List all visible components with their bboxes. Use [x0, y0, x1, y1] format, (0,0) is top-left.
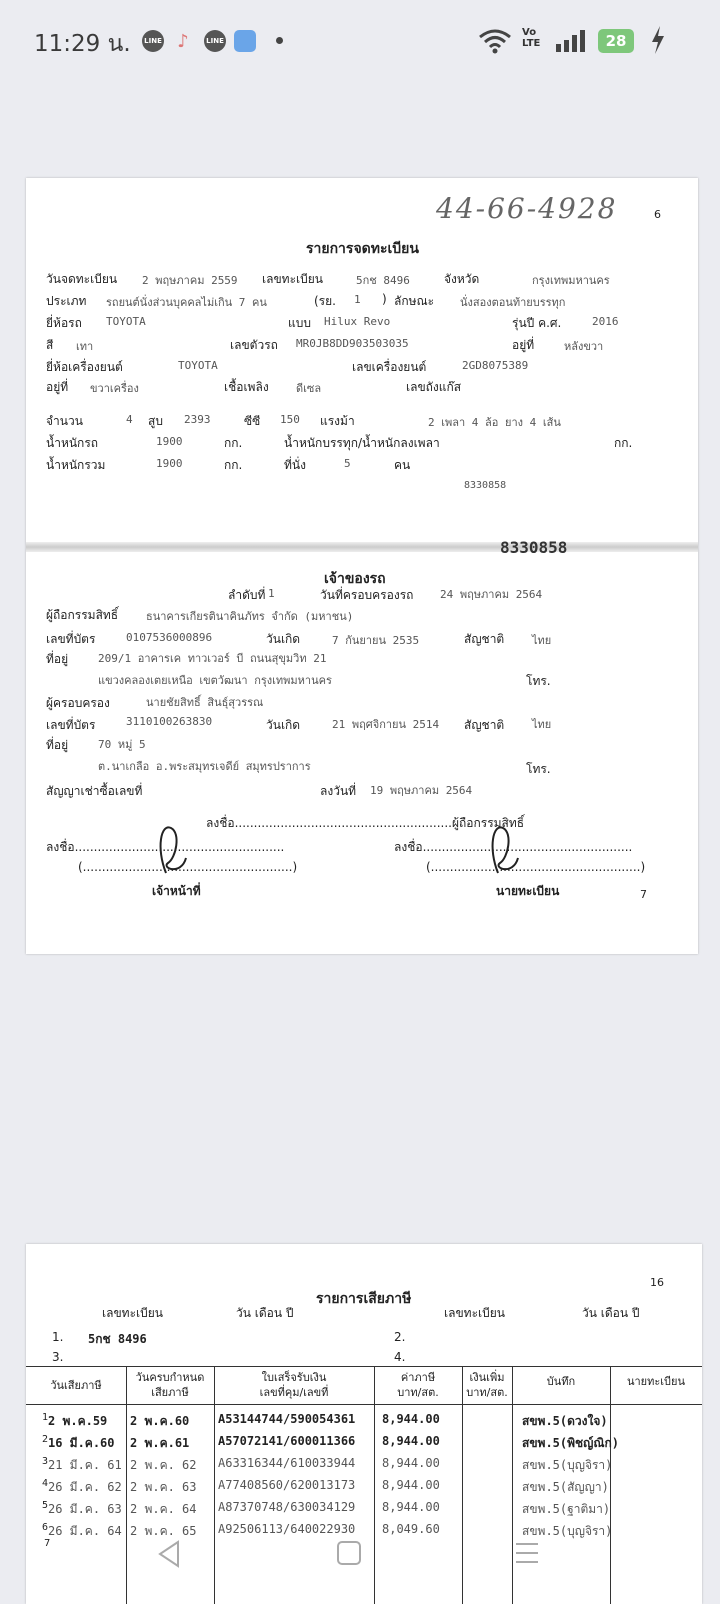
- tax-cell-idx: 5: [42, 1500, 49, 1511]
- tax-cell-due: 2 พ.ค.60: [130, 1414, 190, 1428]
- tax-cell-note: สขพ.5(ฐาติมา): [522, 1502, 611, 1516]
- tax-cell-receipt: A87370748/630034129: [218, 1500, 356, 1514]
- battery-icon: 28: [598, 29, 634, 53]
- tax-cell-paid: 2 พ.ค.59: [48, 1414, 108, 1428]
- handwritten-number: 44-66-4928: [436, 192, 618, 225]
- tax-cell-due: 2 พ.ค.61: [130, 1436, 190, 1450]
- tax-cell-receipt: A53144744/590054361: [218, 1412, 356, 1426]
- tax-cell-paid: 26 มี.ค. 63: [48, 1502, 122, 1516]
- tax-cell-tax: 8,944.00: [382, 1500, 440, 1514]
- volte-icon: Vo LTE: [522, 27, 541, 49]
- tax-cell-idx: 2: [42, 1434, 49, 1445]
- stamp-number: 8330858: [500, 538, 568, 557]
- tax-cell-tax: 8,049.60: [382, 1522, 440, 1536]
- page-fold: [26, 542, 698, 552]
- tax-cell-paid: 26 มี.ค. 64: [48, 1524, 122, 1538]
- line-icon: LINE: [204, 30, 226, 52]
- tax-cell-due: 2 พ.ค. 64: [130, 1502, 197, 1516]
- signal-icon: [556, 30, 590, 52]
- tax-cell-due: 2 พ.ค. 62: [130, 1458, 197, 1472]
- tax-cell-note: สขพ.5(บุญจิรา): [522, 1524, 613, 1538]
- tax-cell-note: สขพ.5(สัญญา): [522, 1480, 609, 1494]
- clock: 11:29 น.: [34, 31, 131, 57]
- tax-cell-receipt: A63316344/610033944: [218, 1456, 356, 1470]
- tax-cell-idx: 1: [42, 1412, 49, 1423]
- registration-title: รายการจดทะเบียน: [306, 241, 419, 257]
- tax-cell-paid: 26 มี.ค. 62: [48, 1480, 122, 1494]
- tax-cell-tax: 8,944.00: [382, 1434, 440, 1448]
- tax-cell-paid: 21 มี.ค. 61: [48, 1458, 122, 1472]
- tax-cell-note: สขพ.5(บุญจิรา): [522, 1458, 613, 1472]
- tax-cell-receipt: A77408560/620013173: [218, 1478, 356, 1492]
- home-button[interactable]: [336, 1540, 362, 1566]
- registration-document: 44-66-4928 6 รายการจดทะเบียน วันจดทะเบียน 2 พฤษภาคม 2559 เลขทะเบียน 5กช 8496 จังหวัด กรุงเทพมหานคร ประเภท รถยนต์นั่งส่วนบุคคลไม่เกิน 7 คน (รย. 1 ) ลักษณะ นั่งสองตอนท้ายบรรทุก ยี่ห้อรถ TOYOTA แบบ Hilux Revo รุ่นปี ค.ศ. 2016 สี เทา เลขตัวรถ MR0JB8DD903503035 อยู่ที่ หลังขวา ยี่ห้อเครื่องยนต์ TOYOTA เลขเครื่องยนต์ 2GD8075389 อยู่ที่ ขวาเครื่อง เชื้อเพลิง ดีเซล เลขถังแก๊ส จำนวน 4 สูบ 2393 ซีซี 150 แรงม้า 2 เพลา 4 ล้อ ยาง 4 เส้น น้ำหนักรถ 1900 กก. น้ำหนักบรรทุก/น้ำหนักลงเพลา กก. น้ำหนักรวม 1900 กก. ที่นั่ง 5 คน 8330858 8330858 เจ้าของรถ ลำดับที่ 1 วันที่ครอบครองรถ 24 พฤษภาคม 2564 ผู้ถือกรรมสิทธิ์ ธนาคารเกียรตินาคินภัทร จำกัด (มหาชน) เลขที่บัตร 0107536000896 วันเกิด 7 กันยายน 2535 สัญชาติ ไทย ที่อยู่ 209/1 อาคารเค ทาวเวอร์ บี ถนนสุขุมวิท 21 แขวงคลองเตยเหนือ เขตวัฒนา กรุงเทพมหานคร โทร. ผู้ครอบครอง นายชัยสิทธิ์ สินธุ์สุวรรณ เลขที่บัตร 3110100263830 วันเกิด 21 พฤศจิกายน 2514 สัญชาติ ไทย ที่อยู่ 70 หมู่ 5 ต.นาเกลือ อ.พระสมุทรเจดีย์ สมุทรปราการ โทร. สัญญาเช่าซื้อเลขที่ ลงวันที่ 19 พฤษภาคม 2564 ลงชื่อ.........................................................ผู้ถือกรรมสิทธิ์ ลงชื่อ....................................................... (.......................................................) เจ้าหน้าที่ ลงชื่อ....................................................... (.......................................................) นายทะเบียน 7: [26, 178, 698, 954]
- tax-cell-paid: 16 มี.ค.60: [48, 1436, 115, 1450]
- signature-officer: [146, 818, 206, 878]
- tax-cell-idx: 4: [42, 1478, 49, 1489]
- tax-cell-tax: 8,944.00: [382, 1478, 440, 1492]
- tax-cell-note: สขพ.5(ดวงใจ): [522, 1414, 608, 1428]
- page-number: 6: [654, 208, 661, 221]
- tax-record-document: 16 รายการเสียภาษี เลขทะเบียน วัน เดือน ปี เลขทะเบียน วัน เดือน ปี 1. 5กช 8496 2. 3. 4. วันเสียภาษี วันครบกำหนด เสียภาษี ใบเสร็จรับเงิน เลขที่คุม/เลขที่ ค่าภาษี บาท/สต. เงินเพิ่ม บาท/สต. บันทึก นายทะเบียน 1 2 พ.ค.59 2 พ.ค.60 A53144744/590054361 8,944.00 สขพ.5(ดวงใจ) 2 16 มี.ค.60 2 พ.ค.61 A57072141/600011366 8,944.00 สขพ.5(พิชญ์ณิก) 3 21 มี.ค. 61 2 พ.ค. 62 A63316344/610033944 8,944.00 สขพ.5(บุญจิรา) 4 26 มี.ค. 62 2 พ.ค. 63 A77408560/620013173 8,944.00 สขพ.5(สัญญา) 5 26 มี.ค. 63 2 พ.ค. 64 A87370748/630034129 8,944.00 สขพ.5(ฐาติมา) 6 26 มี.ค. 64 2 พ.ค. 65 A92506113/640022930 8,049.60 สขพ.5(บุญจิรา) 7: [26, 1244, 702, 1604]
- tax-cell-receipt: A92506113/640022930: [218, 1522, 356, 1536]
- line-icon: LINE: [142, 30, 164, 52]
- status-bar: [0, 0, 720, 84]
- tax-cell-receipt: A57072141/600011366: [218, 1434, 356, 1448]
- tax-cell-tax: 8,944.00: [382, 1456, 440, 1470]
- back-button[interactable]: [156, 1540, 182, 1568]
- tax-cell-due: 2 พ.ค. 63: [130, 1480, 197, 1494]
- tax-cell-due: 2 พ.ค. 65: [130, 1524, 197, 1538]
- tax-cell-idx: 3: [42, 1456, 49, 1467]
- wifi-icon: [478, 28, 512, 54]
- charging-icon: [650, 26, 666, 54]
- signature-registrar: [478, 818, 538, 878]
- more-notifications-dot: [276, 37, 283, 44]
- weather-icon: [234, 30, 256, 52]
- tiktok-icon: ♪: [177, 30, 189, 52]
- owner-title: เจ้าของรถ: [324, 571, 386, 587]
- tax-cell-tax: 8,944.00: [382, 1412, 440, 1426]
- tax-cell-idx: 6: [42, 1522, 49, 1533]
- recents-button[interactable]: [514, 1540, 540, 1566]
- tax-title: รายการเสียภาษี: [316, 1291, 412, 1307]
- tax-cell-note: สขพ.5(พิชญ์ณิก): [522, 1436, 620, 1450]
